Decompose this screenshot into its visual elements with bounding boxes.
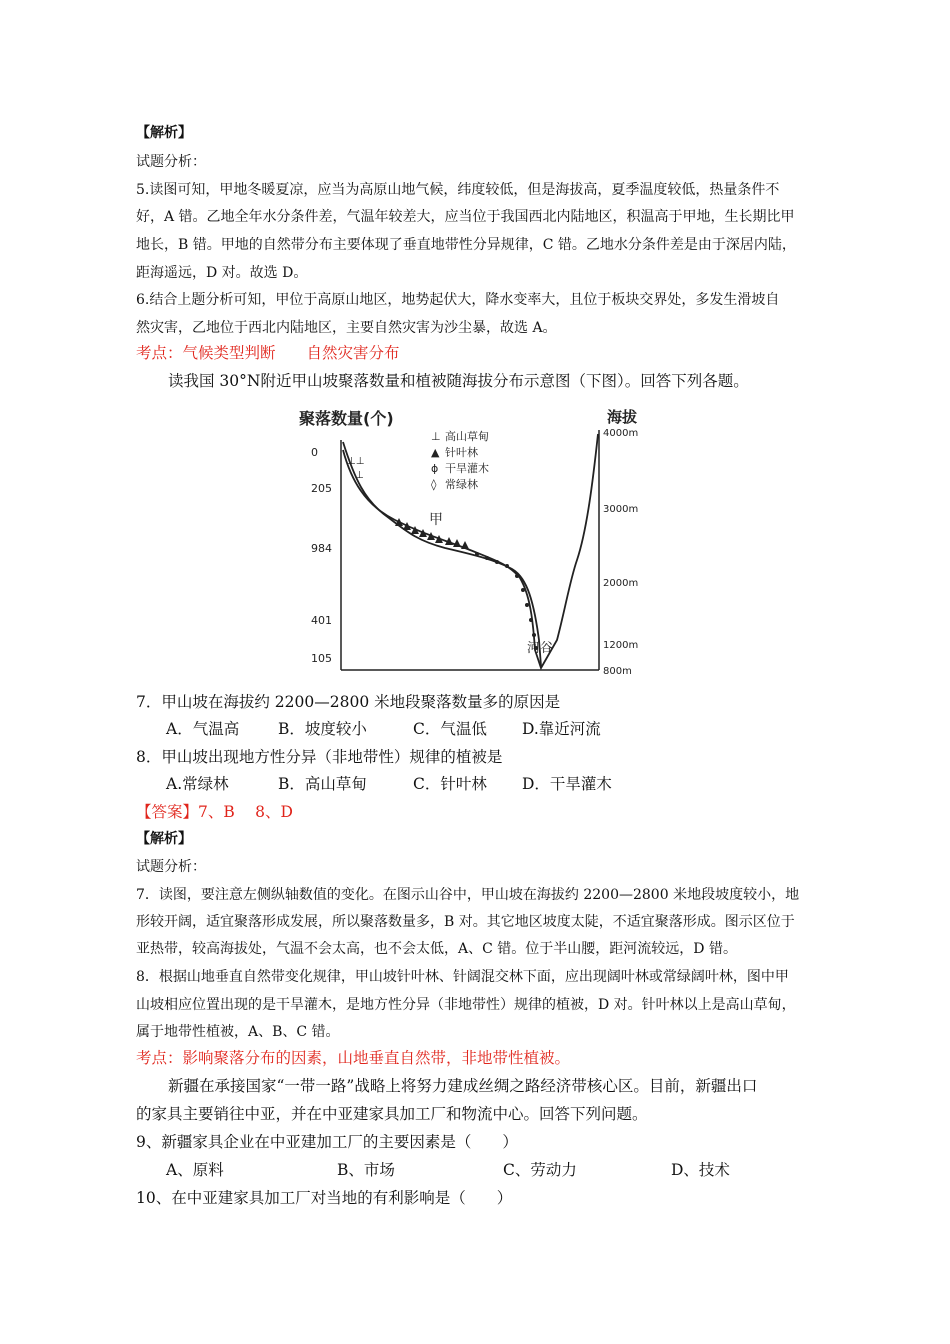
settlement-curve (343, 442, 541, 666)
analysis-line: 7．读图，要注意左侧纵轴数值的变化。在图示山谷中，甲山坡在海拔约 2200—2800 米地段坡度较小，地 (136, 887, 800, 903)
svg-text:⊥: ⊥ (355, 470, 364, 481)
question-10-stem: 10、在中亚建家具加工厂对当地的有利影响是（ ） (136, 1189, 513, 1207)
analysis-line: 属于地带性植被，A、B、C 错。 (136, 1024, 340, 1040)
q8-option-b: B．高山草甸 (278, 775, 367, 793)
label-jia: 甲 (429, 512, 443, 528)
q9-option-c: C、劳动力 (503, 1161, 577, 1179)
legend-symbol-shrub: ɸ (431, 462, 439, 475)
legend-item: 高山草甸 (445, 430, 489, 443)
slope-diagram (295, 400, 665, 680)
q8-option-d: D．干旱灌木 (522, 775, 612, 793)
q9-option-b: B、市场 (337, 1161, 395, 1179)
legend-symbol-meadow: ⊥ (431, 430, 441, 443)
vegetation-marks (347, 456, 538, 650)
left-tick: 401 (311, 614, 332, 627)
question-9-stem: 9、新疆家具企业在中亚建加工厂的主要因素是（ ） (136, 1133, 518, 1151)
legend-symbol-conifer: ▲ (431, 446, 440, 459)
kaodian-line: 考点：影响聚落分布的因素，山地垂直自然带，非地带性植被。 (136, 1049, 571, 1067)
left-tick: 205 (311, 482, 332, 495)
analysis-line: 然灾害，乙地位于西北内陆地区，主要自然灾害为沙尘暴，故选 A。 (136, 320, 557, 336)
passage-line: 的家具主要销往中亚，并在中亚建家具加工厂和物流中心。回答下列问题。 (136, 1105, 648, 1123)
analysis-line: 6.结合上题分析可知，甲位于高原山地区，地势起伏大，降水变率大，且位于板块交界处，多发生滑坡自 (136, 292, 780, 308)
q7-option-a: A．气温高 (166, 720, 240, 738)
analysis-header: 【解析】 (136, 125, 192, 141)
analysis-line: 地长，B 错。甲地的自然带分布主要体现了垂直地带性分异规律，C 错。乙地水分条件差是由于深居内陆， (136, 237, 796, 253)
legend (431, 429, 489, 491)
analysis-subheader: 试题分析： (136, 859, 206, 875)
analysis-line: 亚热带，较高海拔处，气温不会太高，也不会太低，A、C 错。位于半山腰，距河流较远，D 错。 (136, 941, 737, 957)
analysis-line: 距海遥远，D 对。故选 D。 (136, 265, 308, 281)
kaodian-line: 考点：气候类型判断 自然灾害分布 (136, 344, 400, 362)
left-tick: 0 (311, 446, 318, 459)
label-valley: 河谷 (527, 641, 554, 656)
right-tick: 3000m (603, 504, 639, 515)
right-tick: 800m (603, 666, 632, 677)
left-axis-title: 聚落数量(个) (299, 409, 394, 428)
q9-option-a: A、原料 (166, 1161, 224, 1179)
right-tick: 1200m (603, 640, 639, 651)
legend-symbol-evergreen: ◊ (431, 478, 437, 491)
svg-text:⊥⊥: ⊥⊥ (347, 456, 365, 467)
analysis-header: 【解析】 (136, 831, 192, 847)
legend-item: 干旱灌木 (445, 462, 489, 475)
q7-option-c: C．气温低 (413, 720, 487, 738)
q7-option-b: B．坡度较小 (278, 720, 367, 738)
q9-option-d: D、技术 (671, 1161, 730, 1179)
analysis-line: 5.读图可知，甲地冬暖夏凉，应当为高原山地气候，纬度较低，但是海拔高，夏季温度较低，热量条件不 (136, 182, 780, 198)
analysis-subheader: 试题分析： (136, 154, 206, 170)
right-tick: 2000m (603, 578, 639, 589)
analysis-line: 形较开阔，适宜聚落形成发展，所以聚落数量多，B 对。其它地区坡度太陡，不适宜聚落形成。图示区位于 (136, 914, 795, 930)
q7-option-d: D.靠近河流 (522, 720, 601, 738)
left-tick: 984 (311, 542, 332, 555)
question-intro: 读我国 30°N附近甲山坡聚落数量和植被随海拔分布示意图（下图）。回答下列各题。 (168, 372, 749, 390)
answer-line: 【答案】7、B 8、D (136, 803, 293, 821)
right-tick: 4000m (603, 428, 639, 439)
q8-option-a: A.常绿林 (166, 775, 229, 793)
q8-option-c: C．针叶林 (413, 775, 487, 793)
passage-line: 新疆在承接国家“一带一路”战略上将努力建成丝绸之路经济带核心区。目前，新疆出口 (168, 1077, 758, 1095)
analysis-line: 山坡相应位置出现的是干旱灌木，是地方性分异（非地带性）规律的植被，D 对。针叶林以上是高山草甸， (136, 997, 796, 1013)
left-tick: 105 (311, 652, 332, 665)
legend-item: 常绿林 (445, 478, 478, 491)
legend-item: 针叶林 (445, 446, 478, 459)
question-8-stem: 8．甲山坡出现地方性分异（非地带性）规律的植被是 (136, 748, 503, 766)
question-7-stem: 7．甲山坡在海拔约 2200—2800 米地段聚落数量多的原因是 (136, 693, 561, 711)
right-axis-title: 海拔 (607, 408, 638, 426)
analysis-line: 8．根据山地垂直自然带变化规律，甲山坡针叶林、针阔混交林下面，应出现阔叶林或常绿阔叶林，图中甲 (136, 969, 789, 985)
analysis-line: 好，A 错。乙地全年水分条件差，气温年较差大，应当位于我国西北内陆地区，积温高于甲地，生长期比甲 (136, 209, 795, 225)
